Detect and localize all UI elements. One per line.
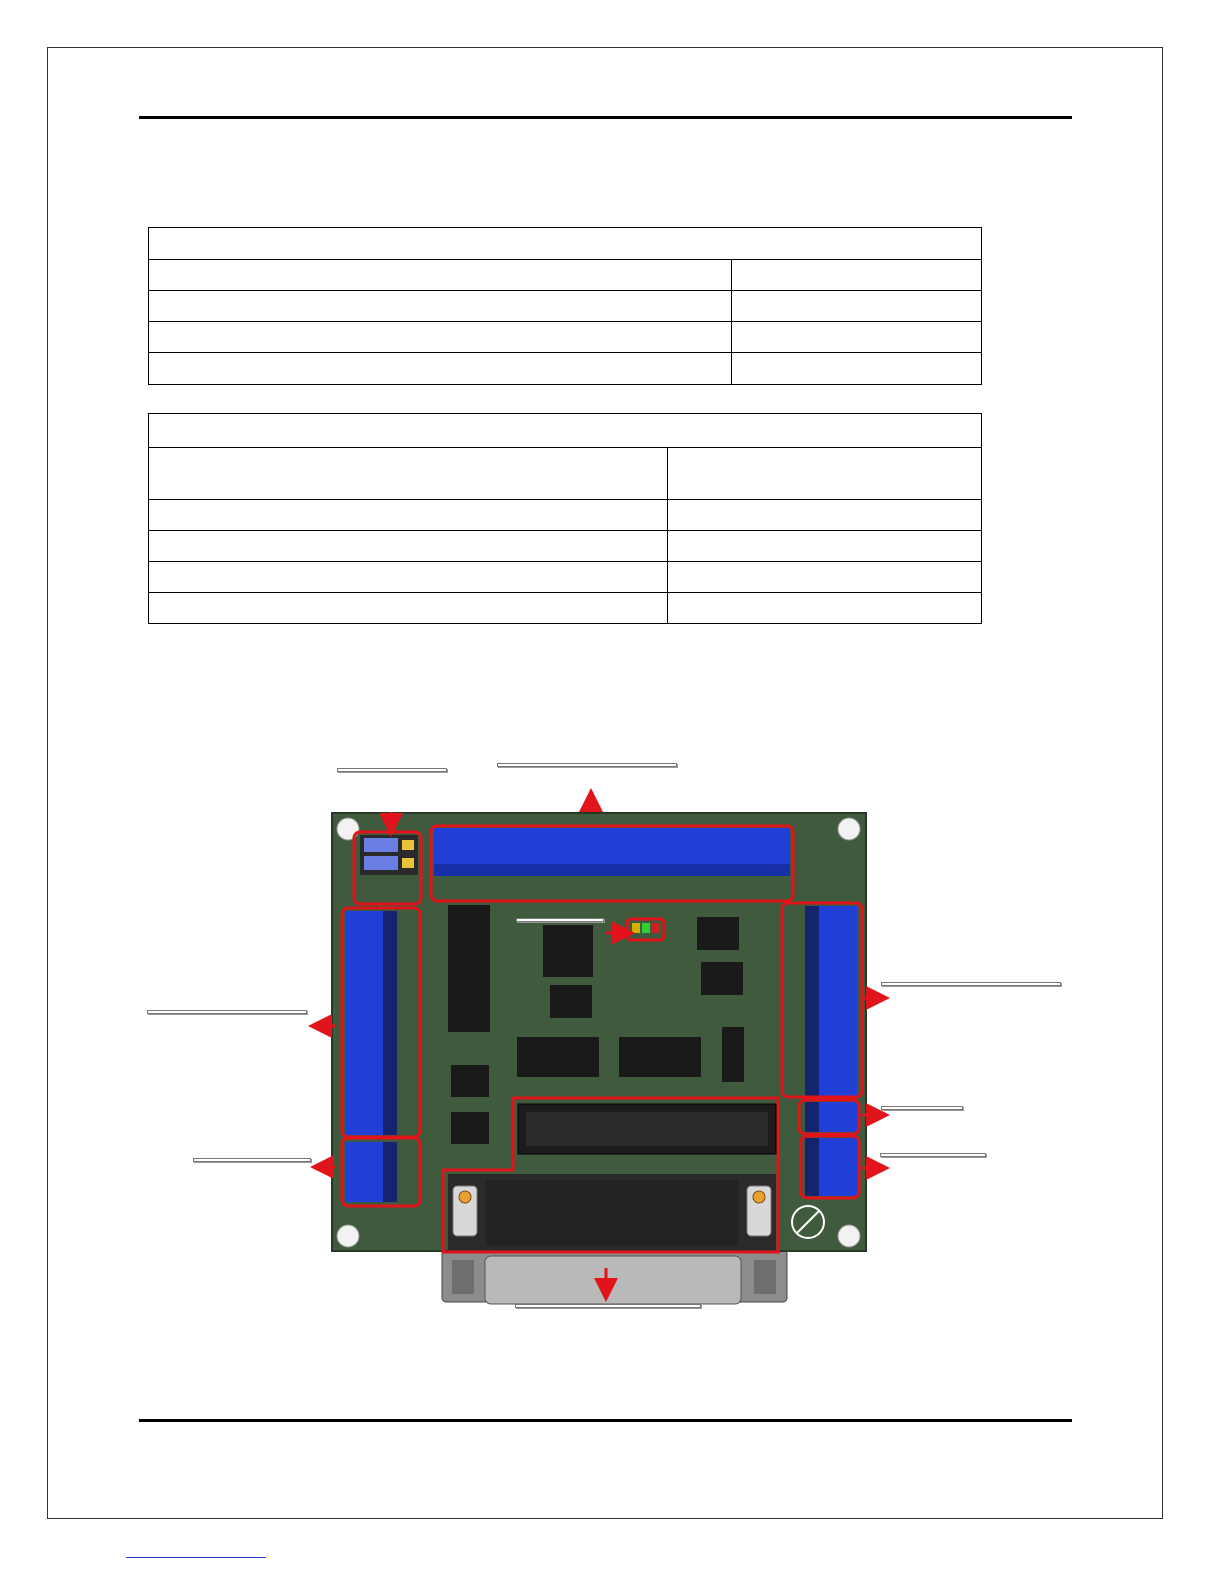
power-terminal-block bbox=[345, 1142, 397, 1202]
status-led-group bbox=[632, 923, 660, 933]
header-26-pos bbox=[518, 1104, 776, 1154]
link-underline bbox=[126, 1557, 266, 1558]
right-output-terminals bbox=[805, 906, 857, 1196]
db25-connector bbox=[442, 1250, 787, 1304]
db25-board-part bbox=[448, 1174, 776, 1250]
left-input-terminals bbox=[345, 911, 397, 1135]
top-output-terminals bbox=[434, 828, 790, 876]
com-jumper bbox=[360, 835, 418, 875]
